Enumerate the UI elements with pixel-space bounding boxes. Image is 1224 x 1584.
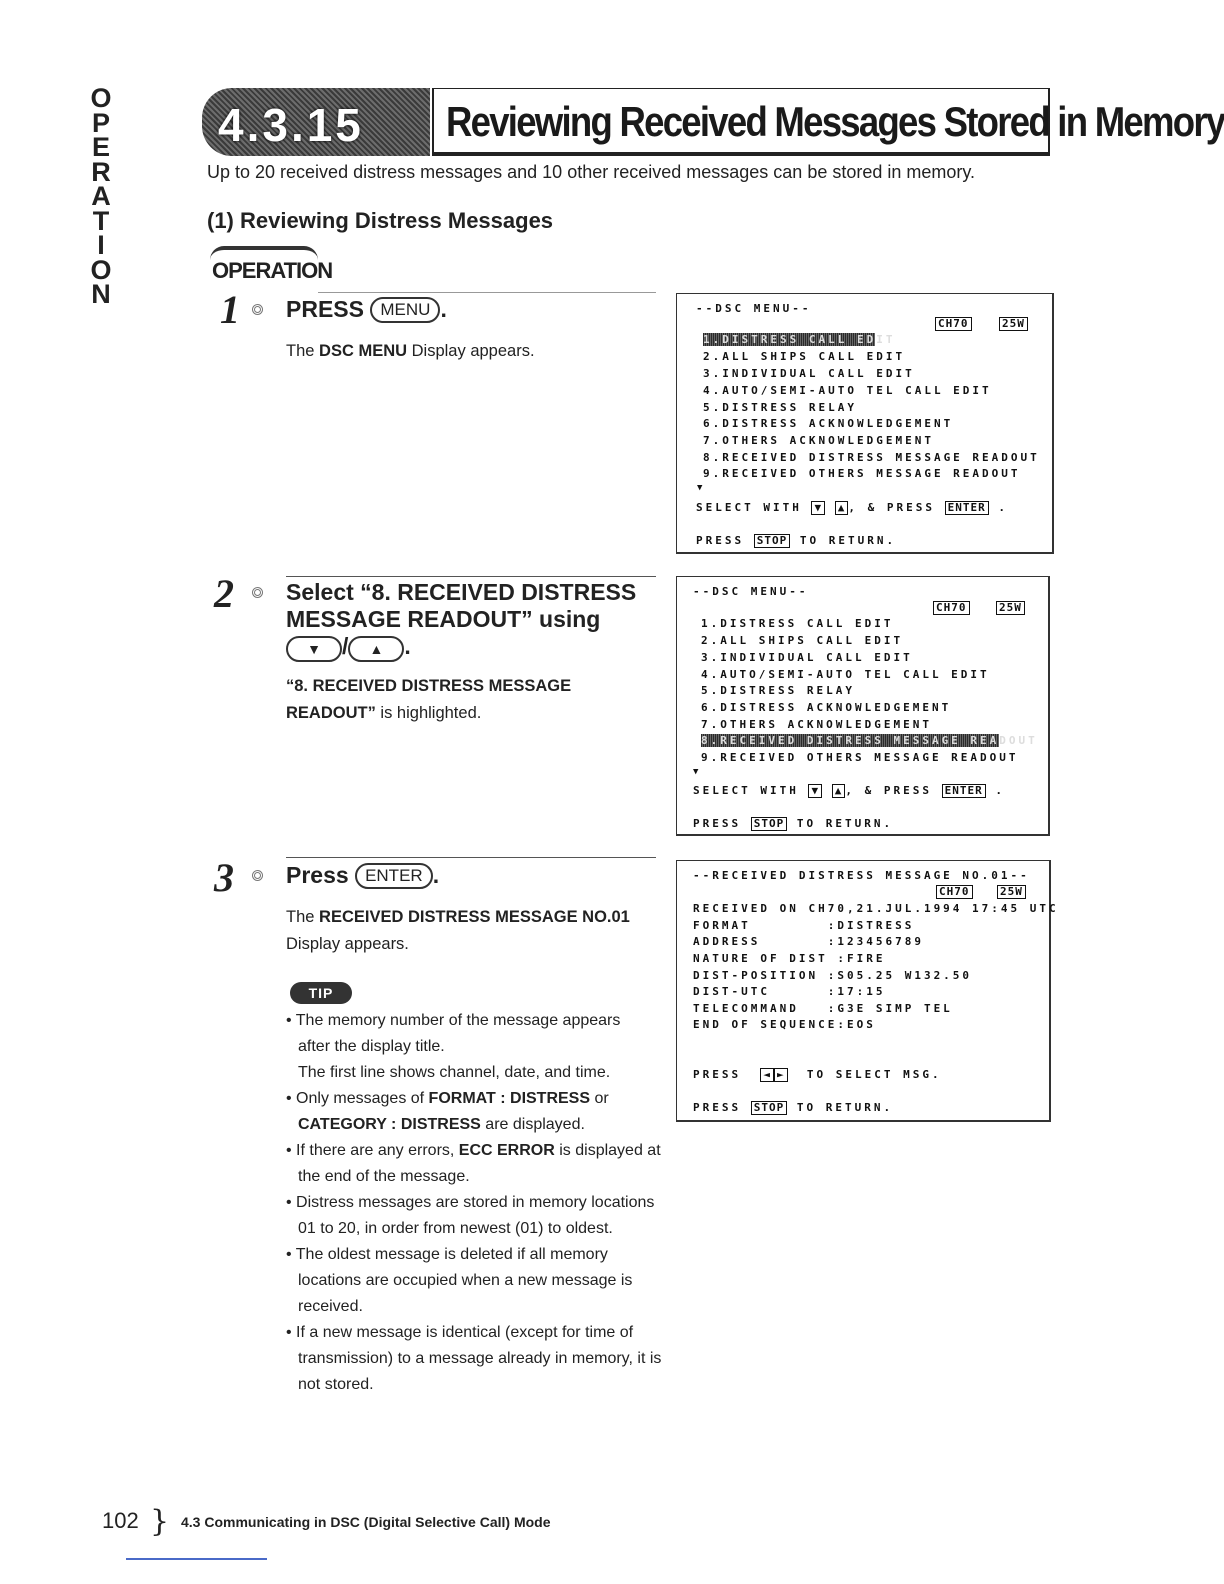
intro-text: Up to 20 received distress messages and 10 other received messages can be stored in memory. [207,162,976,182]
step-2-desc-post: is highlighted. [375,704,482,722]
channel-indicator [936,885,973,899]
step-2-bullet [252,587,263,598]
side-tab-letter: E [91,132,110,162]
down-key-icon: ▼ [808,784,822,798]
title-rule [432,152,1050,156]
footer-rule [126,1558,267,1560]
side-tab-letter: O [90,254,112,285]
message-line: DIST-POSITION :S05.25 W132.50 [693,969,973,982]
channel-indicator [935,317,972,331]
select-press-text: , & PRESS [845,784,932,797]
enter-key-icon: ENTER [945,501,989,515]
menu-item: 4.AUTO/SEMI-AUTO TEL CALL EDIT [703,384,992,397]
up-arrow-key-icon: ▲ [348,636,404,662]
message-line: NATURE OF DIST :FIRE [693,952,886,965]
key-separator: / [342,633,349,659]
step-1-bullet [252,304,263,315]
footer-chapter: 4.3 Communicating in DSC (Digital Selective Call) Mode [181,1514,551,1530]
stop-key-icon: STOP [751,817,788,831]
screen-title: --RECEIVED DISTRESS MESSAGE NO.01-- [693,869,1030,882]
menu-item: 1.DISTRESS CALL EDIT [701,617,894,630]
tip-item: • Distress messages are stored in memory locations 01 to 20, in order from newest (01) to oldest. [286,1190,666,1242]
return-text: TO RETURN. [796,817,894,830]
step-2-desc-bold-1: “8. RECEIVED DISTRESS MESSAGE [286,677,572,695]
press-text: PRESS [693,1101,742,1114]
message-line: DIST-UTC :17:15 [693,985,886,998]
dsc-menu-screen-1 [676,293,1054,554]
power-box: 25W [999,317,1028,331]
step-3-desc-pre: The [286,908,320,926]
section-title: Reviewing Received Messages Stored in Memory [446,98,1224,145]
side-tab-letter: O [90,83,112,113]
channel-indicator [933,601,970,615]
menu-item: 8.RECEIVED DISTRESS MESSAGE READOUT [703,451,1040,464]
message-line: ADDRESS :123456789 [693,935,924,948]
menu-item-highlighted: 1.DISTRESS CALL EDIT [703,333,896,346]
tip-2-bold-2: CATEGORY : DISTRESS [298,1116,481,1133]
tip-item: • If a new message is identical (except for time of transmission) to a message already in memory, it is not stored. [286,1320,666,1398]
power-box: 25W [997,885,1026,899]
step-2-title [286,579,656,662]
menu-item: 7.OTHERS ACKNOWLEDGEMENT [703,434,934,447]
return-text: TO RETURN. [799,534,897,547]
menu-item: 2.ALL SHIPS CALL EDIT [703,350,906,363]
right-key-icon: ► [774,1068,788,1082]
tip-2-mid: or [590,1090,609,1107]
channel-box: CH70 [933,601,970,615]
step-2-title-line2: MESSAGE READOUT” using [286,606,601,632]
operation-label: OPERATION [212,258,333,283]
message-line: RECEIVED ON CH70,21.JUL.1994 17:45 UTC [693,902,1059,915]
side-tab-letter: R [91,156,111,187]
power-indicator [997,885,1026,899]
step-2-desc-bold-2: READOUT” [286,704,376,722]
menu-key-icon: MENU [370,297,440,323]
menu-item: 5.DISTRESS RELAY [703,401,857,414]
tip-3-pre: If there are any errors, [296,1142,459,1159]
step-2-title-line1: Select “8. RECEIVED DISTRESS [286,579,637,605]
subheading: (1) Reviewing Distress Messages [207,208,554,233]
step-1-title-text: PRESS [286,296,364,322]
left-key-icon: ◄ [760,1068,774,1082]
step-2-title-suffix: . [404,633,411,659]
down-arrow-key-icon: ▼ [286,636,342,662]
step-1-title-suffix: . [440,296,447,322]
tip-item [286,1008,666,1086]
down-key-icon: ▼ [811,501,825,515]
step-2-keys [286,633,656,662]
return-instruction [693,1101,893,1115]
operation-rule [318,292,656,293]
up-key-icon: ▲ [832,784,846,798]
select-msg-instruction [693,1068,942,1082]
tip-3-bold: ECC ERROR [458,1142,555,1159]
tip-1-line1: The memory number of the message appears [295,1012,621,1029]
menu-item: 2.ALL SHIPS CALL EDIT [701,634,904,647]
menu-item: 3.INDIVIDUAL CALL EDIT [701,651,913,664]
side-tab-letter: N [91,279,111,309]
menu-item: 3.INDIVIDUAL CALL EDIT [703,367,915,380]
step-1-desc-pre: The [286,342,320,360]
screen-title: --DSC MENU-- [696,302,812,315]
step-1-desc-post: Display appears. [407,342,535,360]
tip-3-post: is displayed at the end of the message. [298,1142,661,1185]
tip-icon: TIP [290,982,352,1004]
step-2-rule [286,576,656,577]
menu-item: 6.DISTRESS ACKNOWLEDGEMENT [703,417,954,430]
menu-item: 5.DISTRESS RELAY [701,684,855,697]
select-text: SELECT WITH [693,784,799,797]
menu-item: 9.RECEIVED OTHERS MESSAGE READOUT [703,467,1021,480]
side-tab-letter: I [97,230,105,260]
tip-2-post: are displayed. [480,1116,585,1133]
step-3-number: 3 [214,855,234,900]
more-down-icon: ▼ [693,767,702,777]
received-distress-screen [676,860,1059,1122]
select-msg-text: TO SELECT MSG. [806,1068,942,1081]
dsc-menu-screen-2 [676,576,1050,836]
step-3-title-text: Press [286,862,349,888]
up-key-icon: ▲ [835,501,849,515]
tip-1-line3: The first line shows channel, date, and time. [298,1064,611,1081]
select-end: . [998,501,1008,514]
step-3-title-suffix: . [432,862,440,888]
power-box: 25W [996,601,1025,615]
select-instruction [693,784,1005,798]
stop-key-icon: STOP [754,534,791,548]
side-tab-operation [84,83,118,309]
section-number: 4.3.15 [218,99,364,151]
more-down-icon: ▼ [697,483,706,493]
footer-brace: } [150,1504,170,1539]
step-3-bullet [252,870,263,881]
select-press-text: , & PRESS [848,501,935,514]
menu-item: 6.DISTRESS ACKNOWLEDGEMENT [701,701,952,714]
message-line: TELECOMMAND :G3E SIMP TEL [693,1002,953,1015]
tip-2-bold-1: FORMAT : DISTRESS [428,1090,591,1107]
tip-item: • The oldest message is deleted if all memory locations are occupied when a new message is received. [286,1242,666,1320]
power-indicator [996,601,1025,615]
step-3-desc [286,904,656,958]
step-1-title [286,296,447,323]
menu-item: 9.RECEIVED OTHERS MESSAGE READOUT [701,751,1019,764]
step-1-desc-bold: DSC MENU [319,342,408,360]
tip-list [286,1008,666,1398]
message-line: FORMAT :DISTRESS [693,919,915,932]
step-3-title [286,862,439,889]
select-instruction [696,501,1008,515]
select-end: . [995,784,1005,797]
side-tab-letter: P [91,107,110,138]
step-2-desc [286,673,656,727]
return-instruction [693,817,893,831]
tip-1-line2: after the display title. [298,1038,445,1055]
press-text: PRESS [693,1068,742,1081]
step-2-number: 2 [214,571,234,616]
menu-item: 7.OTHERS ACKNOWLEDGEMENT [701,718,932,731]
stop-key-icon: STOP [751,1101,788,1115]
message-line: END OF SEQUENCE:EOS [693,1018,876,1031]
side-tab-letter: A [91,181,111,211]
press-text: PRESS [696,534,745,547]
tip-item [286,1138,666,1190]
step-3-rule [286,857,656,858]
select-text: SELECT WITH [696,501,802,514]
enter-key-icon: ENTER [355,863,433,889]
channel-box: CH70 [936,885,973,899]
step-1-desc [286,338,535,365]
power-indicator [999,317,1028,331]
channel-box: CH70 [935,317,972,331]
step-1-number: 1 [220,287,240,332]
screen-title: --DSC MENU-- [693,585,809,598]
return-text: TO RETURN. [796,1101,894,1114]
side-tab-letter: T [92,205,110,236]
tip-item [286,1086,666,1138]
menu-item: 4.AUTO/SEMI-AUTO TEL CALL EDIT [701,668,990,681]
return-instruction [696,534,896,548]
menu-item-highlighted: 8.RECEIVED DISTRESS MESSAGE READOUT [701,734,1038,747]
page-number: 102 [102,1508,139,1533]
step-3-desc-post: Display appears. [286,935,409,953]
step-3-desc-bold: RECEIVED DISTRESS MESSAGE NO.01 [319,908,630,926]
tip-2-pre: Only messages of [296,1090,429,1107]
press-text: PRESS [693,817,742,830]
enter-key-icon: ENTER [942,784,986,798]
